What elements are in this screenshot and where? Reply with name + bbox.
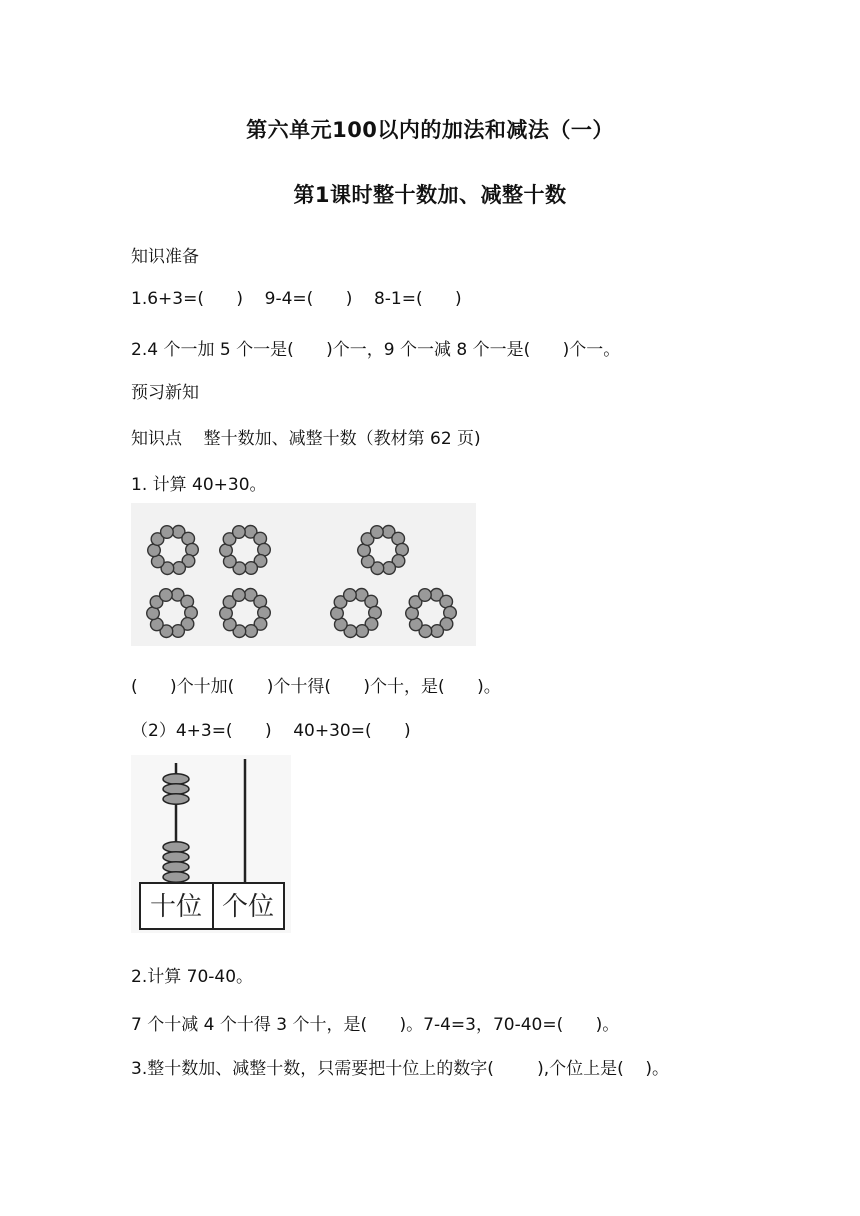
bead <box>344 589 357 602</box>
abacus-bead <box>163 872 189 882</box>
rule-fill-blanks: 3.整十数加、减整十数，只需要把十位上的数字( ),个位上是( )。 <box>131 1059 669 1079</box>
bead <box>233 589 246 602</box>
calc-question-2: 2.计算 70-40。 <box>131 967 254 987</box>
bead <box>431 625 444 638</box>
bead <box>173 562 186 575</box>
bead <box>233 526 246 539</box>
bead-rings-figure <box>131 503 476 646</box>
section-heading-preparation: 知识准备 <box>131 247 199 267</box>
section-heading-preview: 预习新知 <box>131 383 199 403</box>
subtraction-fill-blanks: 7 个十减 4 个十得 3 个十，是( )。7-4=3，70-40=( )。 <box>131 1015 620 1035</box>
bead <box>356 625 369 638</box>
abacus-figure <box>131 755 291 933</box>
abacus-bead <box>163 794 189 804</box>
bead <box>245 625 258 638</box>
bead <box>160 589 173 602</box>
unit-title: 第六单元100以内的加法和减法（一） <box>246 118 614 142</box>
lesson-title: 第1课时整十数加、减整十数 <box>293 183 567 207</box>
calc-part-2: （2）4+3=( ) 40+30=( ) <box>131 721 411 741</box>
bead <box>172 625 185 638</box>
ones-place-label: 个位 <box>221 892 275 922</box>
question-1-fill-blanks: 1.6+3=( ) 9-4=( ) 8-1=( ) <box>131 289 462 309</box>
bead <box>245 562 258 575</box>
calc-question-1: 1. 计算 40+30。 <box>131 475 267 495</box>
question-2-fill-blanks: 2.4 个一加 5 个一是( )个一，9 个一减 8 个一是( )个一。 <box>131 340 621 360</box>
abacus-bead <box>163 842 189 852</box>
tens-place-label: 十位 <box>149 892 203 922</box>
abacus-bead <box>163 852 189 862</box>
abacus-bead <box>163 862 189 872</box>
tens-fill-blanks: ( )个十加( )个十得( )个十，是( )。 <box>131 677 501 697</box>
bead <box>383 562 396 575</box>
abacus-bead <box>163 784 189 794</box>
abacus-bead <box>163 774 189 784</box>
bead <box>161 526 174 539</box>
bead <box>371 526 384 539</box>
knowledge-point-line: 知识点 整十数加、减整十数（教材第 62 页) <box>131 429 481 449</box>
bead <box>419 589 432 602</box>
